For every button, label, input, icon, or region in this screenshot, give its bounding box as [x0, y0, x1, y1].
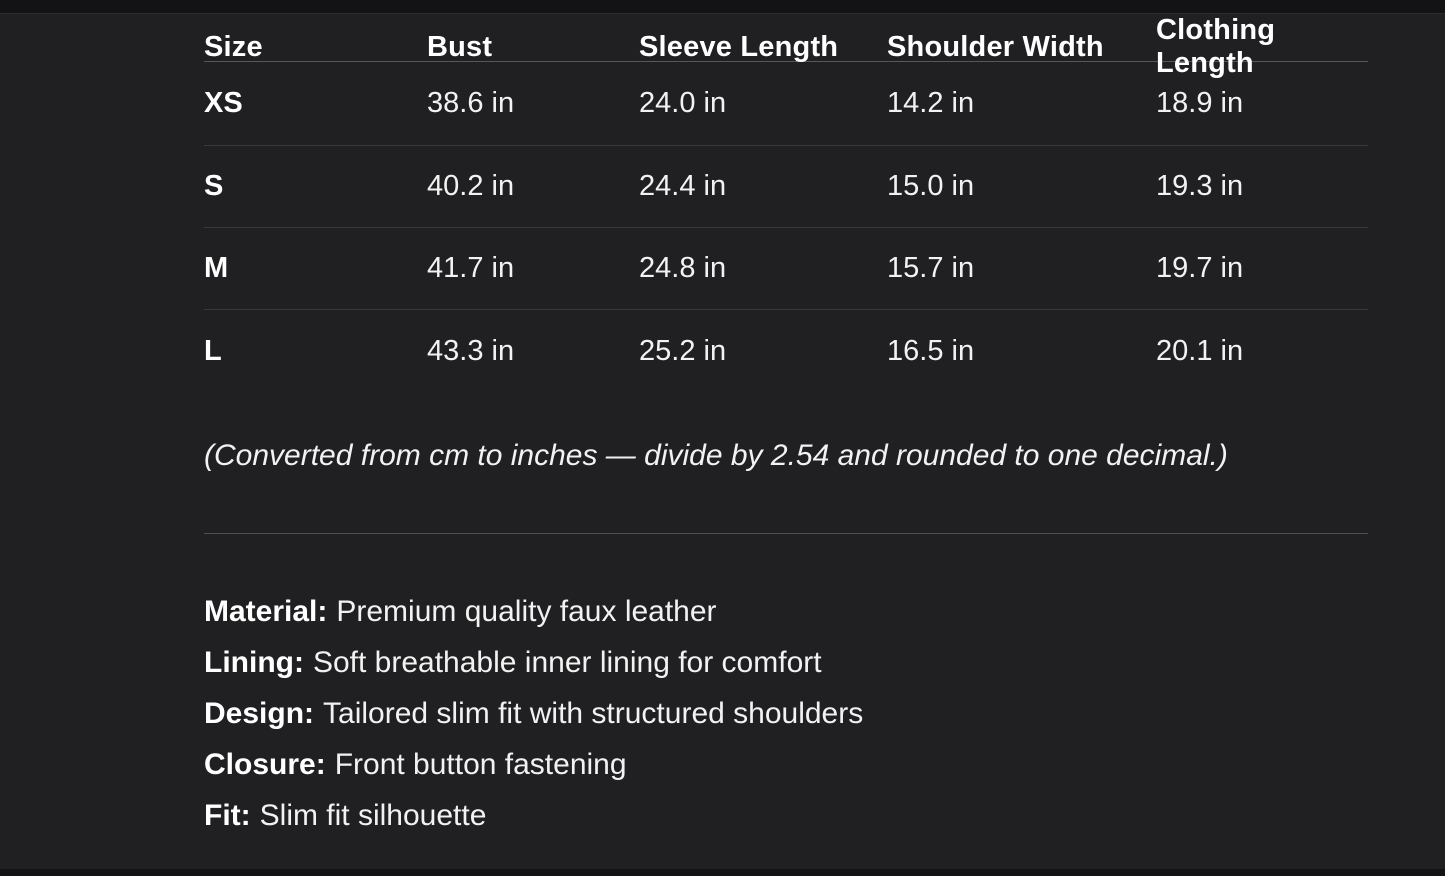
detail-line-design: [204, 688, 1368, 739]
size-cell: XS: [204, 87, 243, 119]
detail-label: Fit:: [204, 799, 251, 832]
column-header-size: Size: [204, 30, 263, 63]
detail-value: Tailored slim fit with structured shoulders: [323, 697, 864, 730]
size-cell: L: [204, 334, 222, 367]
product-details: [204, 586, 1368, 841]
sleeve-length-cell: 24.0 in: [639, 87, 727, 119]
detail-line-fit: [204, 790, 1368, 841]
shoulder-width-cell: 15.0 in: [887, 170, 975, 202]
clothing-length-cell: 19.3 in: [1156, 170, 1244, 202]
clothing-length-cell: 19.7 in: [1156, 252, 1244, 284]
sleeve-length-cell: 24.8 in: [639, 252, 727, 284]
table-row-l: [204, 310, 1368, 392]
size-cell: M: [204, 252, 229, 284]
clothing-length-cell: 18.9 in: [1156, 87, 1244, 119]
top-edge-strip: [0, 0, 1445, 14]
detail-value: Front button fastening: [334, 748, 627, 781]
column-header-sleeve-length: Sleeve Length: [639, 30, 839, 63]
clothing-length-cell: 20.1 in: [1156, 334, 1244, 367]
shoulder-width-cell: 15.7 in: [887, 252, 975, 284]
size-cell: S: [204, 170, 224, 202]
bottom-edge-strip: [0, 869, 1445, 876]
detail-label: Design:: [204, 697, 315, 730]
column-header-clothing-length: Clothing Length: [1156, 14, 1276, 79]
detail-label: Material:: [204, 595, 328, 628]
table-row-m: [204, 228, 1368, 310]
sleeve-length-cell: 24.4 in: [639, 170, 727, 202]
bust-cell: 38.6 in: [427, 87, 515, 119]
shoulder-width-cell: 14.2 in: [887, 87, 975, 119]
detail-line-closure: [204, 739, 1368, 790]
detail-label: Closure:: [204, 748, 326, 781]
table-row-s: [204, 146, 1368, 228]
shoulder-width-cell: 16.5 in: [887, 334, 975, 367]
bust-cell: 43.3 in: [427, 334, 515, 367]
detail-label: Lining:: [204, 646, 304, 679]
detail-line-material: [204, 586, 1368, 637]
detail-value: Slim fit silhouette: [259, 799, 487, 832]
size-chart-header-row: [204, 14, 1368, 79]
detail-line-lining: [204, 637, 1368, 688]
conversion-note: (Converted from cm to inches — divide by 2.54 and rounded to one decimal.): [204, 439, 1228, 472]
column-header-shoulder-width: Shoulder Width: [887, 30, 1104, 63]
size-chart-table: [204, 14, 1368, 392]
bust-cell: 40.2 in: [427, 170, 515, 202]
section-divider: [204, 533, 1368, 534]
detail-value: Soft breathable inner lining for comfort: [312, 646, 822, 679]
bust-cell: 41.7 in: [427, 252, 515, 284]
sleeve-length-cell: 25.2 in: [639, 334, 727, 367]
column-header-bust: Bust: [427, 30, 493, 63]
detail-value: Premium quality faux leather: [336, 595, 717, 628]
